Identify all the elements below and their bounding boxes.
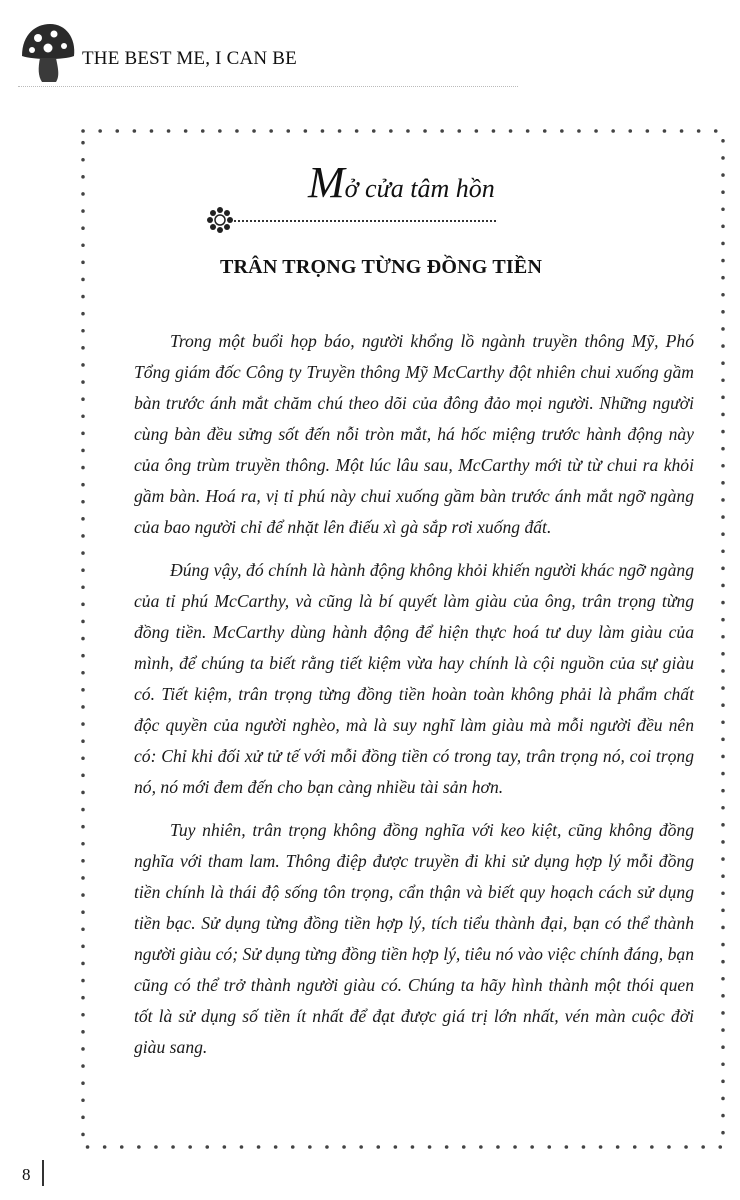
flower-icon (206, 206, 234, 234)
article-title: TRÂN TRỌNG TỪNG ĐỒNG TIỀN (220, 256, 543, 278)
running-header (18, 22, 718, 92)
page-number: 8 (22, 1165, 31, 1184)
paragraph-1: Trong một buổi họp báo, người khổng lồ ngành truyền thông Mỹ, Phó Tổng giám đốc Công ty Truyền thông Mỹ McCarthy đột nhiên chui xuống gầm bàn trước ánh mắt chăm chú theo dõi của đông đảo mọi người. Những người cùng bàn đều sửng sốt đến nỗi tròn mắt, há hốc miệng trước hành động này của ông trùm truyền thông. Một lúc lâu sau, McCarthy mới từ từ chui ra khỏi gầm bàn. Hoá ra, vị tỉ phú này chui xuống gầm bàn trước ánh mắt ngỡ ngàng của bao người chỉ để nhặt lên điếu xì gà sắp rơi xuống đất. (134, 331, 694, 537)
page-number-divider (42, 1160, 44, 1186)
title-dotted-line (234, 220, 496, 222)
paragraph-2: Đúng vậy, đó chính là hành động không khỏi khiến người khác ngỡ ngàng của tỉ phú McCarthy, và cũng là bí quyết làm giàu của ông, trân trọng từng đồng tiền. McCarthy dùng hành động để hiện thực hoá tư duy làm giàu của mình, để chúng ta biết rằng tiết kiệm vừa hay chính là cội nguồn của sự giàu có. Tiết kiệm, trân trọng từng đồng tiền hoàn toàn không phải là phẩm chất độc quyền của người nghèo, mà là suy nghĩ làm giàu mà mỗi người đều nên có: Chỉ khi đối xử tử tế với mỗi đồng tiền có trong tay, trân trọng nó, coi trọng nó, nó mới đem đến cho bạn càng nhiều tài sản hơn. (134, 560, 694, 797)
paragraph-3: Tuy nhiên, trân trọng không đồng nghĩa với keo kiệt, cũng không đồng nghĩa với tham lam. Thông điệp được truyền đi khi sử dụng hợp lý mỗi đồng tiền chính là thái độ sống tôn trọng, cẩn thận và biết quy hoạch cách sử dụng tiền bạc. Sử dụng từng đồng tiền hợp lý, tích tiểu thành đại, bạn có thể thành người giàu có; Sử dụng từng đồng tiền hợp lý, tiêu nó vào việc chính đáng, bạn cũng có thể trở thành người giàu có. Chúng ta hãy hình thành một thói quen tốt là sử dụng số tiền ít nhất để đạt được giá trị lớn nhất, vén màn cuộc đời giàu sang. (134, 820, 694, 1057)
running-title: THE BEST ME, I CAN BE (82, 48, 297, 69)
section-title-initial: M (308, 158, 345, 207)
section-title (308, 157, 495, 208)
header-rule (18, 86, 518, 87)
section-title-rest: ở cửa tâm hồn (344, 174, 495, 203)
article-body (134, 326, 694, 1075)
mushroom-icon (18, 22, 78, 84)
